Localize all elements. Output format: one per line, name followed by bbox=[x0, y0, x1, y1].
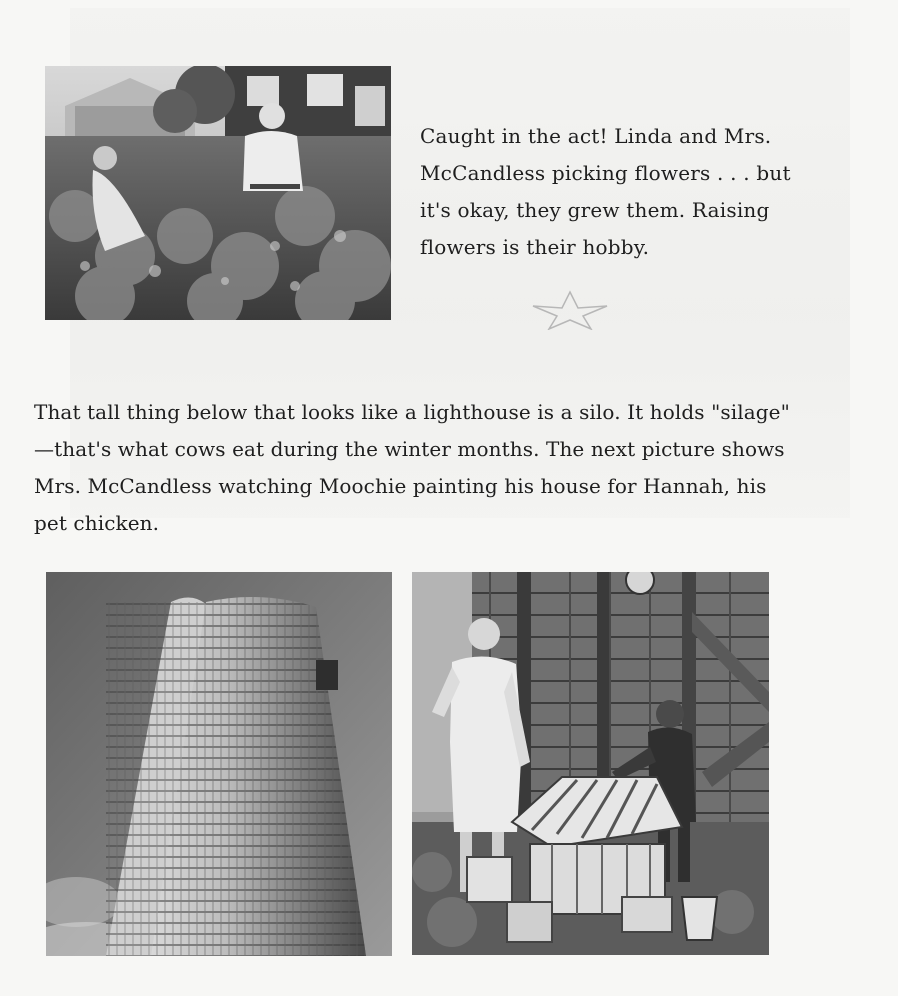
photo-boy-painting-chicken-house-icon bbox=[412, 572, 769, 955]
silo-description-paragraph: That tall thing below that looks like a lighthouse is a silo. It holds "silage" —that's what cows eat during the winter months. The next picture shows Mrs. McCandless watching Moochie painting his house for Hannah, his pet chicken. bbox=[34, 400, 790, 535]
photo-silo-icon bbox=[46, 572, 392, 956]
top-photo-caption: Caught in the act! Linda and Mrs. McCandless picking flowers . . . but it's okay, they grew them. Raising flowers is their hobby. bbox=[420, 124, 791, 259]
star-outline-icon bbox=[531, 290, 609, 330]
photo-women-picking-flowers-icon bbox=[45, 66, 391, 320]
